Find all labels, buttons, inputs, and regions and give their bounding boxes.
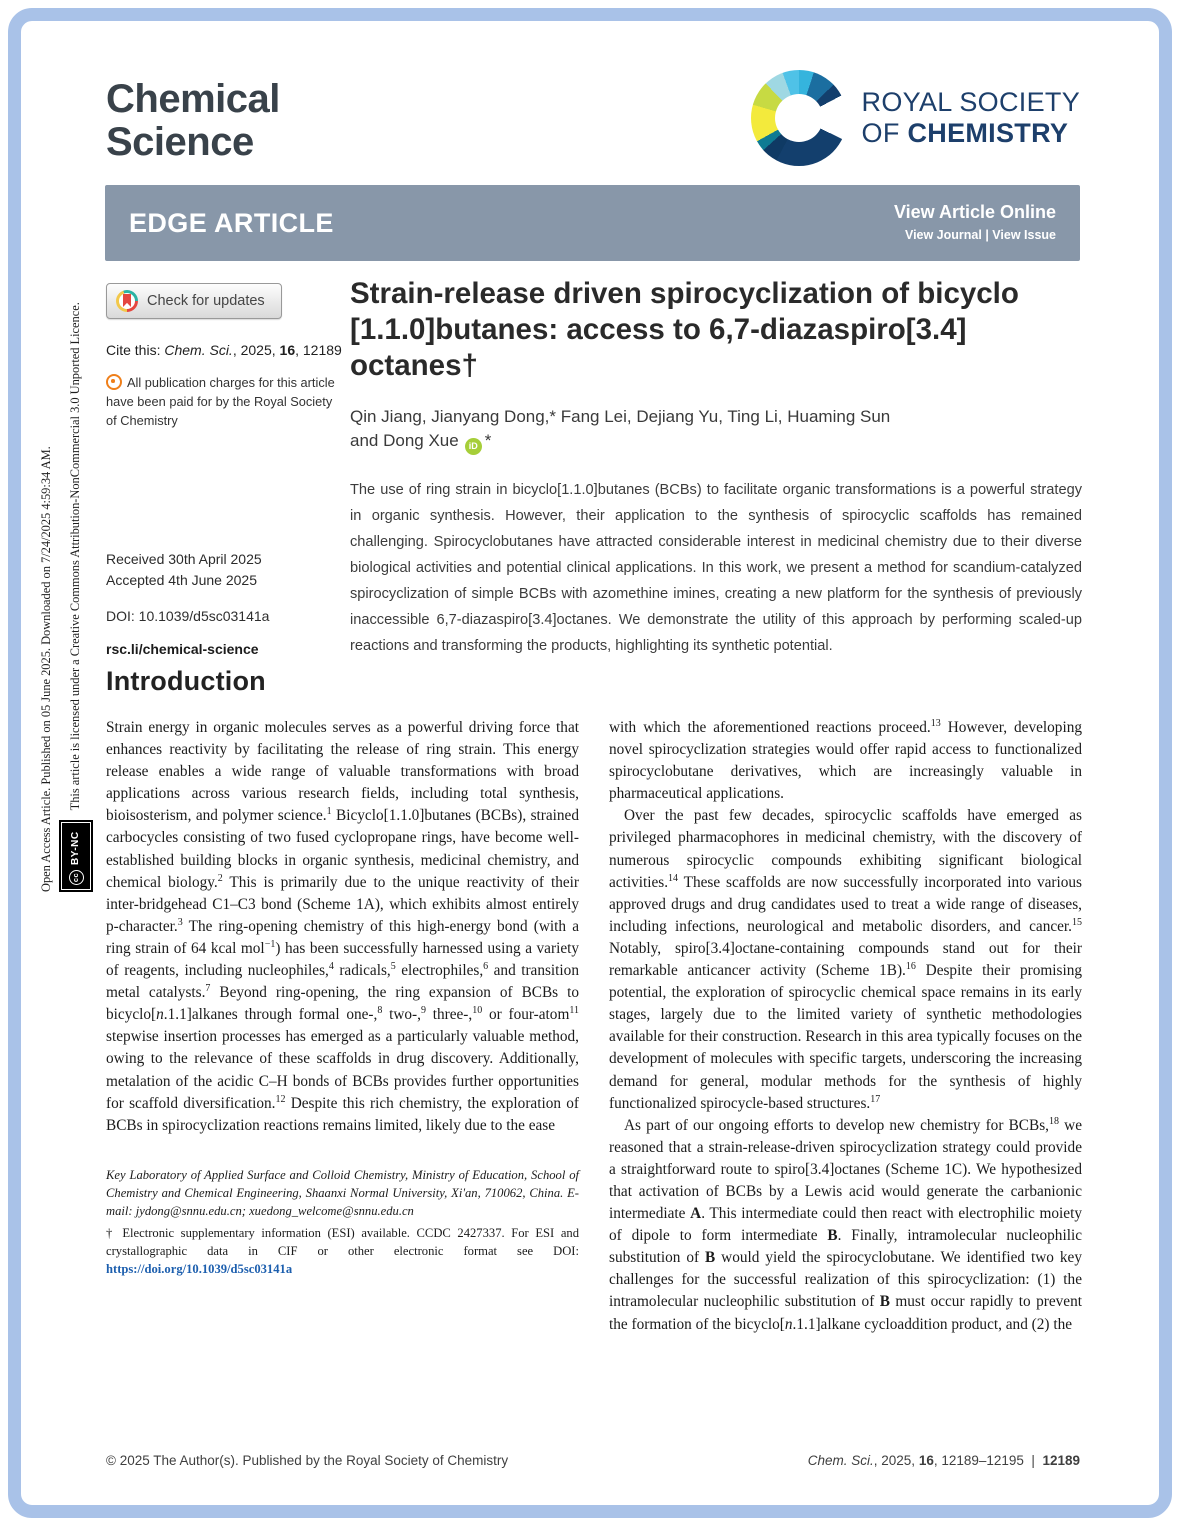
intro-paragraph-2: with which the aforementioned reactions proceed.$^{13}$ However, developing novel spirocyclization strategies would offer rapid access to functionalized spirocyclobutane derivatives, which are increasingly valuable in pharmaceutical applications. xyxy=(609,717,1082,803)
article-type-banner xyxy=(105,185,1080,261)
authors-line2: and Dong Xue xyxy=(350,430,459,450)
open-access-icon xyxy=(106,374,122,390)
page-footer xyxy=(106,1453,1080,1468)
view-journal-issue-links xyxy=(905,228,1056,242)
rsc-wordmark-line1: ROYAL SOCIETY xyxy=(861,86,1080,117)
license-line-2-row xyxy=(59,146,93,892)
section-title-introduction: Introduction xyxy=(106,666,266,696)
check-for-updates-label: Check for updates xyxy=(147,293,265,309)
rsc-logo-mark-icon xyxy=(751,70,847,166)
footer-copyright: © 2025 The Author(s). Published by the Royal Society of Chemistry xyxy=(106,1453,509,1468)
footer-citation: Chem. Sci., 2025, 16, 12189–12195 | 12189 xyxy=(807,1453,1080,1468)
esi-doi-link[interactable]: https://doi.org/10.1039/d5sc03141a xyxy=(106,1262,293,1277)
esi-footnote: † Electronic supplementary information (ESI) available. CCDC 2427337. For ESI and crystallographic data in CIF or other electronic format see DOI: https://doi.org/10.1039/d5sc03141a xyxy=(106,1226,579,1277)
view-article-online-link[interactable]: View Article Online xyxy=(893,202,1056,223)
check-for-updates-button[interactable] xyxy=(106,283,282,319)
received-date: Received 30th April 2025 xyxy=(106,550,262,567)
journal-title-line1: Chemical xyxy=(106,77,280,121)
view-journal-link[interactable]: View Journal xyxy=(904,228,982,243)
accepted-date: Accepted 4th June 2025 xyxy=(106,571,258,588)
intro-paragraph-3: Over the past few decades, spirocyclic scaffolds have emerged as privileged pharmacophores in medicinal chemistry, with the discovery of numerous spirocyclic compounds exhibiting significant biological activities.$^{14}$ These scaffolds are now successfully incorporated into various approved drugs and drug candidates used to treat a wide range of diseases, including infections, neurological and metabolic disorders, and cancer.$^{15}$ Notably, spiro[3.4]octane-containing compounds stand out for their remarkable anticancer activity (Scheme 1B).$^{16}$ Despite their promising potential, the exploration of spirocyclic chemical space remains in its early stages, largely due to the limited variety of synthetic methodologies available for their construction. Research in this area typically focuses on the development of molecules with specific targets, underscoring the increasing demand for general, modular methods for the synthesis of highly functionalized spirocycle-based structures.$^{17}$ xyxy=(609,807,1082,1112)
main-body xyxy=(106,666,1082,1336)
cc-by-nc-badge xyxy=(59,820,93,892)
intro-paragraph-1: Strain energy in organic molecules serves as a powerful driving force that enhances reactivity by facilitating the release of ring strain. This energy release enables a wide range of valuable transformations with broad applications across various research fields, including total synthesis, bioisosterism, and polymer science.$^1$ Bicyclo[1.1.0]butanes (BCBs), strained carbocycles consisting of two fused cyclopropane rings, have become well-established building blocks in organic synthesis, medicinal chemistry, and chemical biology.$^2$ This is primarily due to the unique reactivity of their inter-bridgehead C1–C3 bond (Scheme 1A), which exhibits almost entirely p-character.$^3$ The ring-opening chemistry of this high-energy bond (with a ring strain of 64 kcal mol$^{-1}$) has been successfully harnessed using a variety of reagents, including nucleophiles,$^4$ radicals,$^5$ electrophiles,$^6$ and transition metal catalysts.$^7$ Beyond ring-opening, the ring expansion of BCBs to bicyclo[n.1.1]alkanes through formal one-,$^8$ two-,$^9$ three-,$^{10}$ or four-atom$^{11}$ stepwise insertion processes has emerged as a particularly valuable method, owing to the relevance of these scaffolds in drug discovery. Additionally, metalation of the acidic C–H bonds of BCBs provides further opportunities for scaffold diversification.$^{12}$ Despite this rich chemistry, the exploration of BCBs in spirocyclization reactions remains limited, likely due to the ease xyxy=(106,719,580,1134)
article-title: Strain-release driven spirocyclization of bicyclo[1.1.0]butanes: access to 6,7-diazaspiro[3.4]octanes† xyxy=(350,277,1019,382)
view-links-block xyxy=(894,200,1056,246)
license-sidebar xyxy=(33,146,93,892)
orcid-icon[interactable]: iD xyxy=(465,438,482,455)
rsc-wordmark xyxy=(862,87,1080,150)
journal-website-link[interactable]: rsc.li/chemical-science xyxy=(106,640,259,657)
right-column xyxy=(609,717,1082,1336)
open-access-text: All publication charges for this article have been paid for by the Royal Society of Chemistry xyxy=(106,375,335,429)
journal-title-line2: Science xyxy=(106,119,254,164)
license-line-2: This article is licensed under a Creative Commons Attribution-NonCommercial 3.0 Unported Licence. xyxy=(67,302,82,811)
article-meta-column xyxy=(106,283,344,657)
rsc-wordmark-of: OF xyxy=(861,118,900,148)
dates-block xyxy=(106,549,344,591)
doi: DOI: 10.1039/d5sc03141a xyxy=(106,607,270,624)
view-links-separator: | xyxy=(981,228,993,243)
authors-line xyxy=(350,405,1082,455)
journal-title xyxy=(106,78,280,164)
view-issue-link[interactable]: View Issue xyxy=(992,228,1056,243)
footnotes-block xyxy=(106,1167,579,1279)
cite-this: Cite this: Chem. Sci., 2025, 16, 12189 xyxy=(106,342,342,358)
rsc-logo xyxy=(751,70,1080,166)
intro-paragraph-4: As part of our ongoing efforts to develop new chemistry for BCBs,$^{18}$ we reasoned that a strain-release-driven spirocyclization strategy could provide a straightforward route to spiro[3.4]octanes (Scheme 1C). We hypothesized that activation of BCBs by a Lewis acid would generate the carbanionic intermediate A. This intermediate could then react with electrophilic moiety of dipole to form intermediate B. Finally, intramolecular nucleophilic substitution of B would yield the spirocyclobutane. We identified two key challenges for the successful realization of this spirocyclization: (1) the intramolecular nucleophilic substitution of B must occur rapidly to prevent the formation of the bicyclo[n.1.1]alkane cycloaddition product, and (2) the xyxy=(609,1115,1082,1333)
corresponding-asterisk: * xyxy=(484,430,492,450)
license-line-1: Open Access Article. Published on 05 June 2025. Downloaded on 7/24/2025 4:59:34 AM. xyxy=(39,446,53,892)
article-type-label: EDGE ARTICLE xyxy=(129,207,334,238)
crossmark-icon xyxy=(116,290,138,312)
open-access-note xyxy=(106,373,344,431)
cc-icon: cc xyxy=(69,870,84,885)
affiliation-footnote: Key Laboratory of Applied Surface and Colloid Chemistry, Ministry of Education, School of Chemistry and Chemical Engineering, Shaanxi Normal University, Xi'an, 710062, China. E-mail: jydong@snnu.edu.cn; xuedong_welcome@snnu.edu.cn xyxy=(106,1167,579,1218)
left-column xyxy=(106,717,579,1336)
authors-line1: Qin Jiang, Jianyang Dong,* Fang Lei, Dejiang Yu, Ting Li, Huaming Sun xyxy=(350,406,891,426)
article-header xyxy=(350,276,1082,659)
two-column-text xyxy=(106,717,1082,1336)
abstract: The use of ring strain in bicyclo[1.1.0]butanes (BCBs) to facilitate organic transformations is a powerful strategy in organic synthesis. However, their application to the synthesis of spirocyclic scaffolds has remained challenging. Spirocyclobutanes have attracted considerable interest in medicinal chemistry due to their diverse biological activities and potential clinical applications. In this work, we present a method for scandium-catalyzed spirocyclization of simple BCBs with azomethine imines, creating a new platform for the synthesis of previously inaccessible 6,7-diazaspiro[3.4]octanes. We demonstrate the utility of this approach by performing scaled-up reactions and transforming the products, highlighting its synthetic potential. xyxy=(350,481,1082,655)
cc-badge-label: BY-NC xyxy=(70,831,81,865)
rsc-wordmark-chemistry: CHEMISTRY xyxy=(907,118,1069,148)
